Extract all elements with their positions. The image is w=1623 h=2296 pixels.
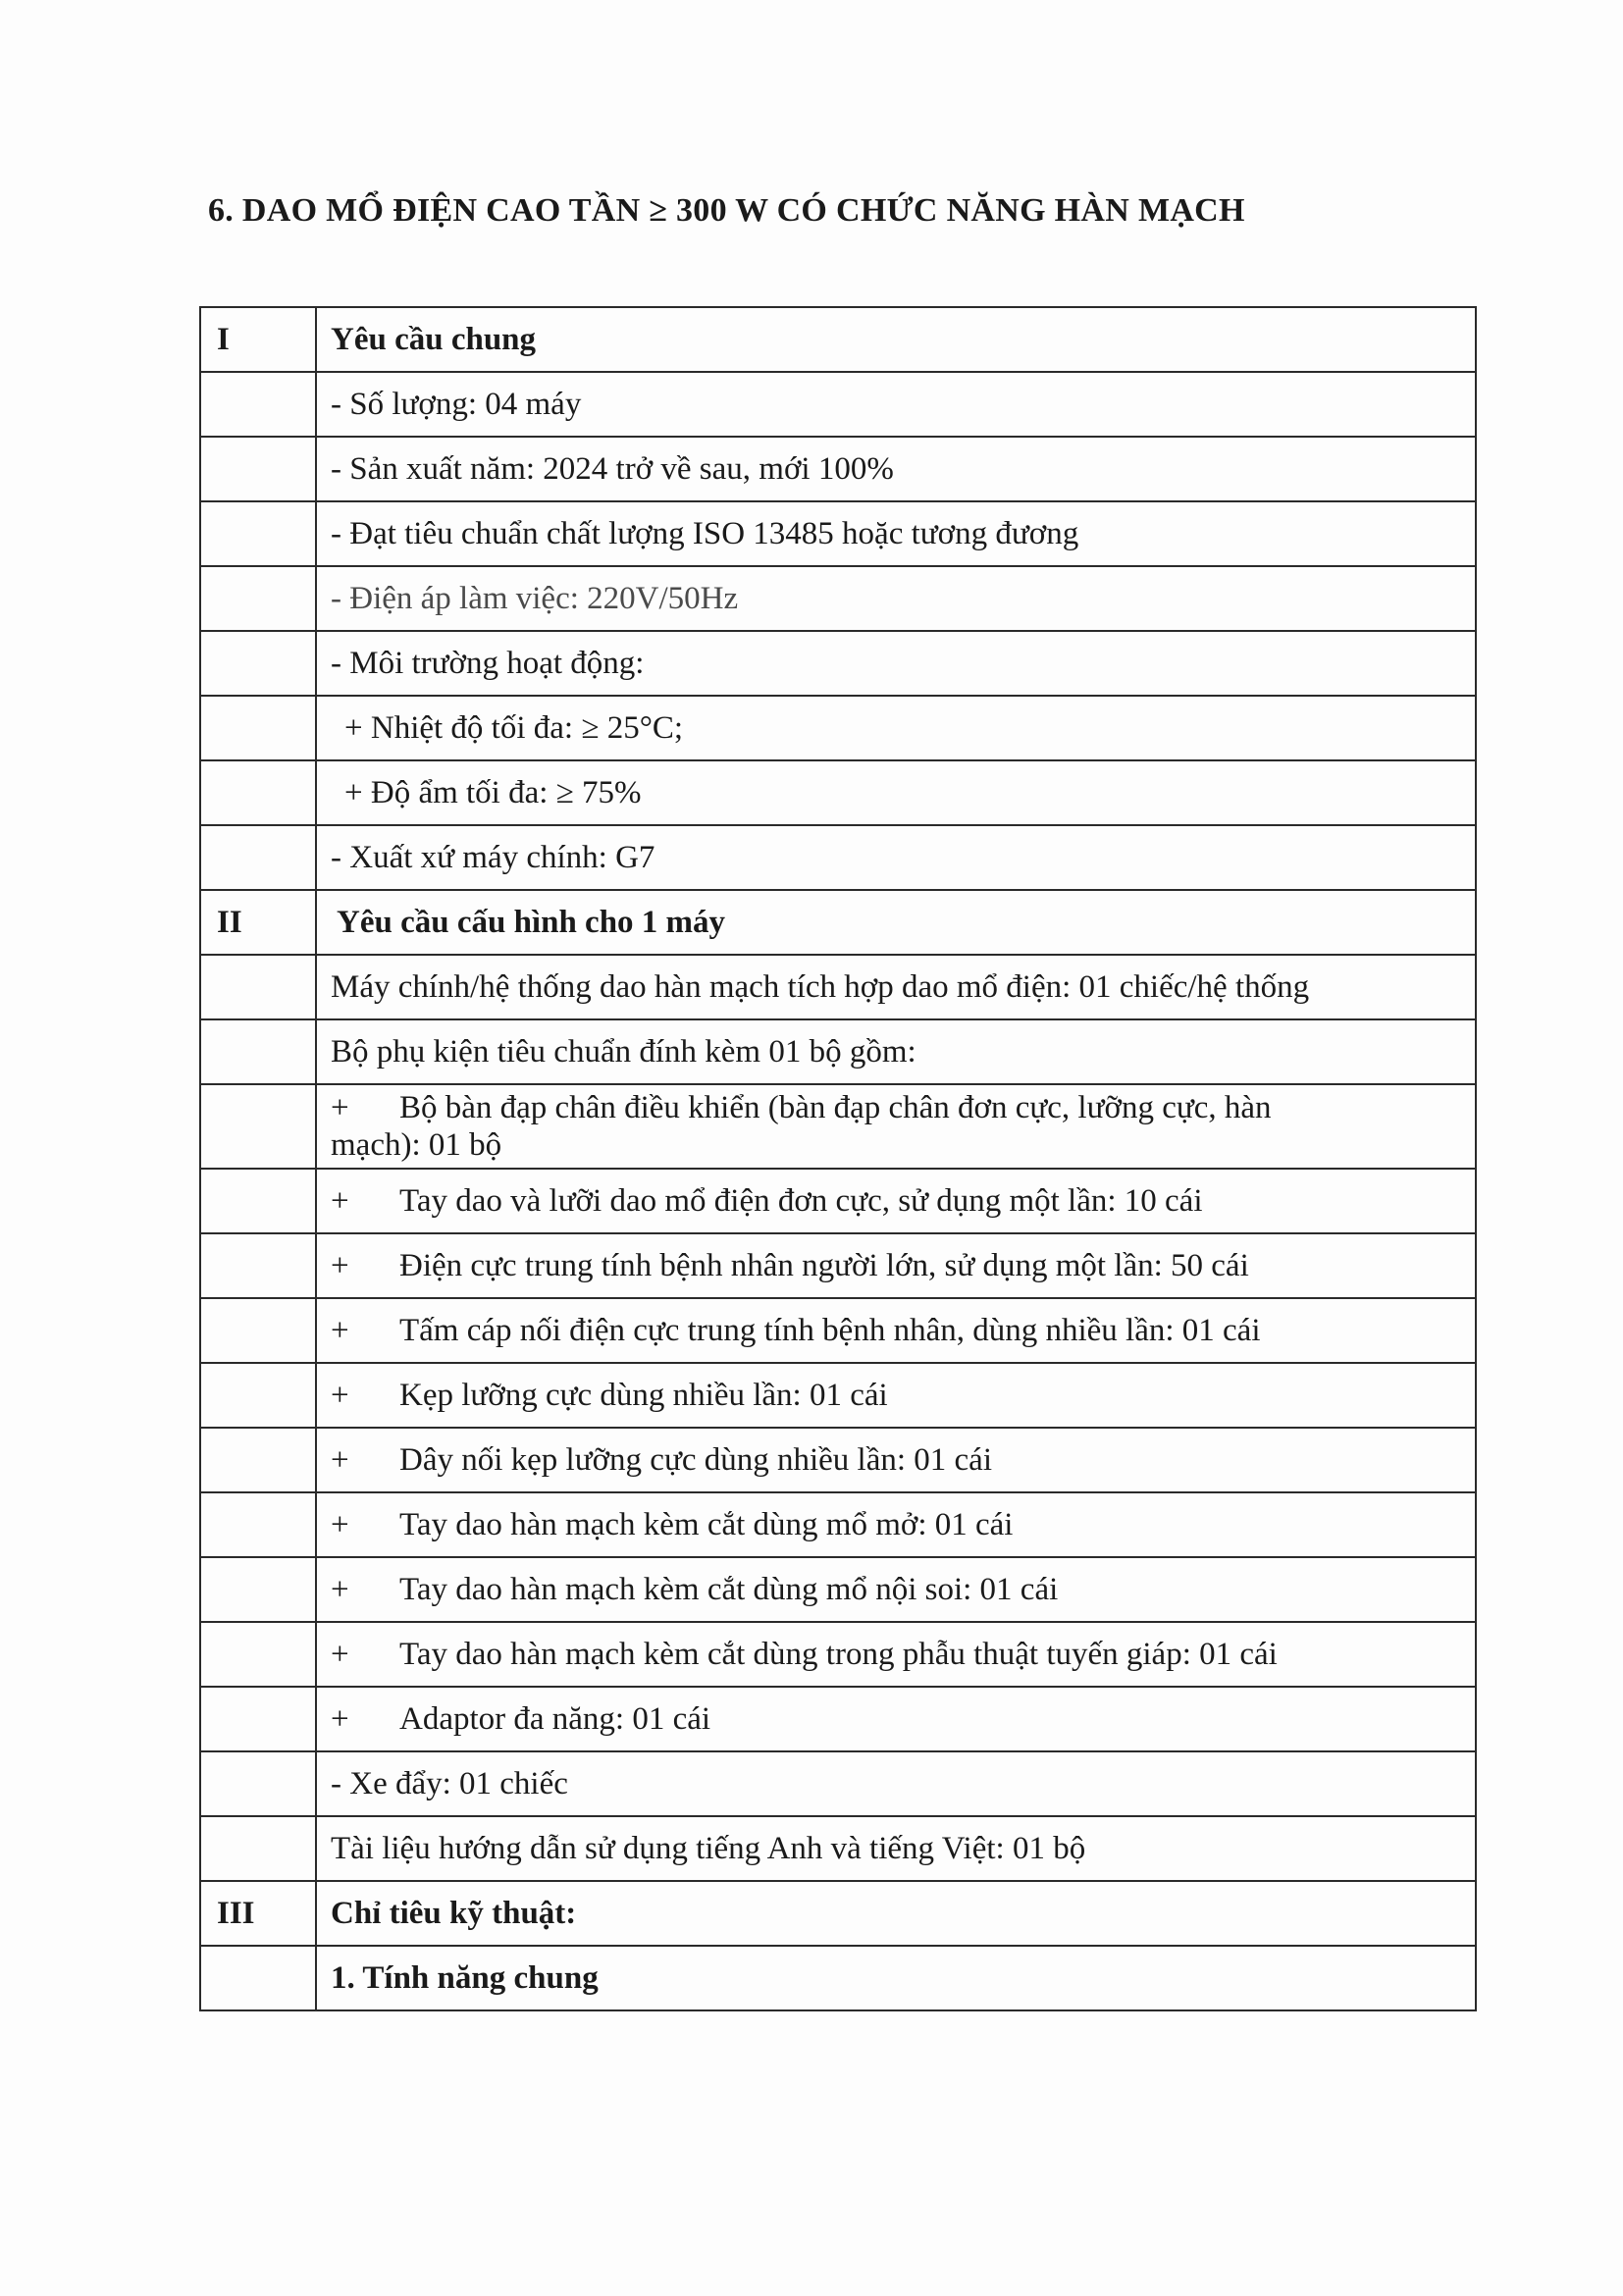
row-text: [316, 1622, 1476, 1687]
table-row: [200, 1428, 1476, 1492]
row-text: [316, 760, 1476, 825]
plus-marker: +: [331, 1442, 349, 1478]
row-number-cell: [200, 566, 316, 631]
row-text: [316, 1298, 1476, 1363]
row-number-cell: [200, 955, 316, 1019]
row-text: [316, 1233, 1476, 1298]
plus-marker: +: [331, 1313, 349, 1348]
table-row: [200, 1816, 1476, 1881]
row-number-cell: [200, 1557, 316, 1622]
row-number-cell: [200, 760, 316, 825]
plus-marker: +: [331, 1572, 349, 1607]
row-text: [316, 1084, 1476, 1169]
table-row: [200, 437, 1476, 501]
row-number-cell: [200, 1084, 316, 1169]
section-heading: Yêu cầu chung: [316, 307, 1476, 372]
row-number-cell: [200, 1946, 316, 2010]
section-heading: [316, 890, 1476, 955]
subsection-heading: 1. Tính năng chung: [316, 1946, 1476, 2010]
table-row: [200, 372, 1476, 437]
row-number-cell: [200, 1751, 316, 1816]
section-number: I: [200, 307, 316, 372]
table-row: [200, 1363, 1476, 1428]
table-row: [200, 1492, 1476, 1557]
document-title: 6. DAO MỔ ĐIỆN CAO TẦN ≥ 300 W CÓ CHỨC NĂNG HÀN MẠCH: [208, 192, 1245, 229]
specification-table: [199, 306, 1477, 2011]
table-row: [200, 1169, 1476, 1233]
row-number-cell: [200, 1298, 316, 1363]
row-number-cell: [200, 696, 316, 760]
row-text-content: Adaptor đa năng: 01 cái: [399, 1701, 711, 1737]
row-text-content: Dây nối kẹp lưỡng cực dùng nhiều lần: 01 cái: [399, 1442, 992, 1478]
table-row: [200, 1622, 1476, 1687]
row-text: [316, 1557, 1476, 1622]
section-number: II: [200, 890, 316, 955]
row-text: [316, 1687, 1476, 1751]
table-row: [200, 631, 1476, 696]
table-row: [200, 1298, 1476, 1363]
table-row: [200, 825, 1476, 890]
row-text: Máy chính/hệ thống dao hàn mạch tích hợp dao mổ điện: 01 chiếc/hệ thống: [316, 955, 1476, 1019]
row-text-content: Kẹp lưỡng cực dùng nhiều lần: 01 cái: [399, 1378, 888, 1413]
row-number-cell: [200, 1492, 316, 1557]
plus-marker: +: [331, 1378, 349, 1413]
row-number-cell: [200, 372, 316, 437]
row-text: Tài liệu hướng dẫn sử dụng tiếng Anh và tiếng Việt: 01 bộ: [316, 1816, 1476, 1881]
plus-marker: +: [331, 1183, 349, 1219]
table-row: [200, 955, 1476, 1019]
row-text: Bộ phụ kiện tiêu chuẩn đính kèm 01 bộ gồm:: [316, 1019, 1476, 1084]
row-text: [316, 1169, 1476, 1233]
row-number-cell: [200, 1622, 316, 1687]
row-number-cell: [200, 1363, 316, 1428]
plus-marker: +: [331, 1248, 349, 1283]
row-text: - Môi trường hoạt động:: [316, 631, 1476, 696]
row-text-line-1: [331, 1089, 1475, 1126]
row-number-cell: [200, 631, 316, 696]
row-text-content: + Nhiệt độ tối đa: ≥ 25°C;: [344, 710, 684, 746]
row-text: [316, 696, 1476, 760]
table-row: [200, 307, 1476, 372]
row-text-content: Tay dao hàn mạch kèm cắt dùng mổ nội soi: 01 cái: [399, 1572, 1059, 1607]
table-row: [200, 1233, 1476, 1298]
row-text-content: + Độ ẩm tối đa: ≥ 75%: [344, 775, 642, 810]
plus-marker: +: [331, 1507, 349, 1542]
table-row: [200, 1751, 1476, 1816]
table-row: [200, 566, 1476, 631]
table-row: [200, 1019, 1476, 1084]
table-row: [200, 1687, 1476, 1751]
row-number-cell: [200, 437, 316, 501]
row-text: [316, 1428, 1476, 1492]
row-number-cell: [200, 1019, 316, 1084]
row-text-content: Bộ bàn đạp chân điều khiển (bàn đạp chân đơn cực, lưỡng cực, hàn: [399, 1090, 1272, 1125]
row-number-cell: [200, 1687, 316, 1751]
table-row: [200, 1084, 1476, 1169]
table-row: [200, 1946, 1476, 2010]
plus-marker: +: [331, 1701, 349, 1737]
row-text: [316, 1363, 1476, 1428]
section-number: III: [200, 1881, 316, 1946]
table-row: [200, 890, 1476, 955]
table-row: [200, 760, 1476, 825]
row-number-cell: [200, 1233, 316, 1298]
row-text-line-2: mạch): 01 bộ: [331, 1127, 502, 1163]
row-text-content: Tay dao hàn mạch kèm cắt dùng trong phẫu thuật tuyến giáp: 01 cái: [399, 1637, 1278, 1672]
row-number-cell: [200, 1169, 316, 1233]
plus-marker: +: [331, 1090, 349, 1125]
row-number-cell: [200, 501, 316, 566]
row-text: - Xe đẩy: 01 chiếc: [316, 1751, 1476, 1816]
row-text-content: Tay dao và lưỡi dao mổ điện đơn cực, sử dụng một lần: 10 cái: [399, 1183, 1203, 1219]
section-heading-text: Yêu cầu cấu hình cho 1 máy: [337, 905, 726, 940]
table-row: [200, 696, 1476, 760]
row-text-content: Tấm cáp nối điện cực trung tính bệnh nhân, dùng nhiều lần: 01 cái: [399, 1313, 1261, 1348]
row-text: - Đạt tiêu chuẩn chất lượng ISO 13485 hoặc tương đương: [316, 501, 1476, 566]
table-row: [200, 1557, 1476, 1622]
row-text: - Điện áp làm việc: 220V/50Hz: [316, 566, 1476, 631]
row-text-content: Điện cực trung tính bệnh nhân người lớn, sử dụng một lần: 50 cái: [399, 1248, 1249, 1283]
row-number-cell: [200, 1428, 316, 1492]
row-text: - Số lượng: 04 máy: [316, 372, 1476, 437]
row-text: - Sản xuất năm: 2024 trở về sau, mới 100%: [316, 437, 1476, 501]
row-text-content: Tay dao hàn mạch kèm cắt dùng mổ mở: 01 cái: [399, 1507, 1014, 1542]
plus-marker: +: [331, 1637, 349, 1672]
row-number-cell: [200, 825, 316, 890]
section-heading: Chỉ tiêu kỹ thuật:: [316, 1881, 1476, 1946]
row-text: [316, 1492, 1476, 1557]
table-row: [200, 1881, 1476, 1946]
table-row: [200, 501, 1476, 566]
row-number-cell: [200, 1816, 316, 1881]
row-text: - Xuất xứ máy chính: G7: [316, 825, 1476, 890]
